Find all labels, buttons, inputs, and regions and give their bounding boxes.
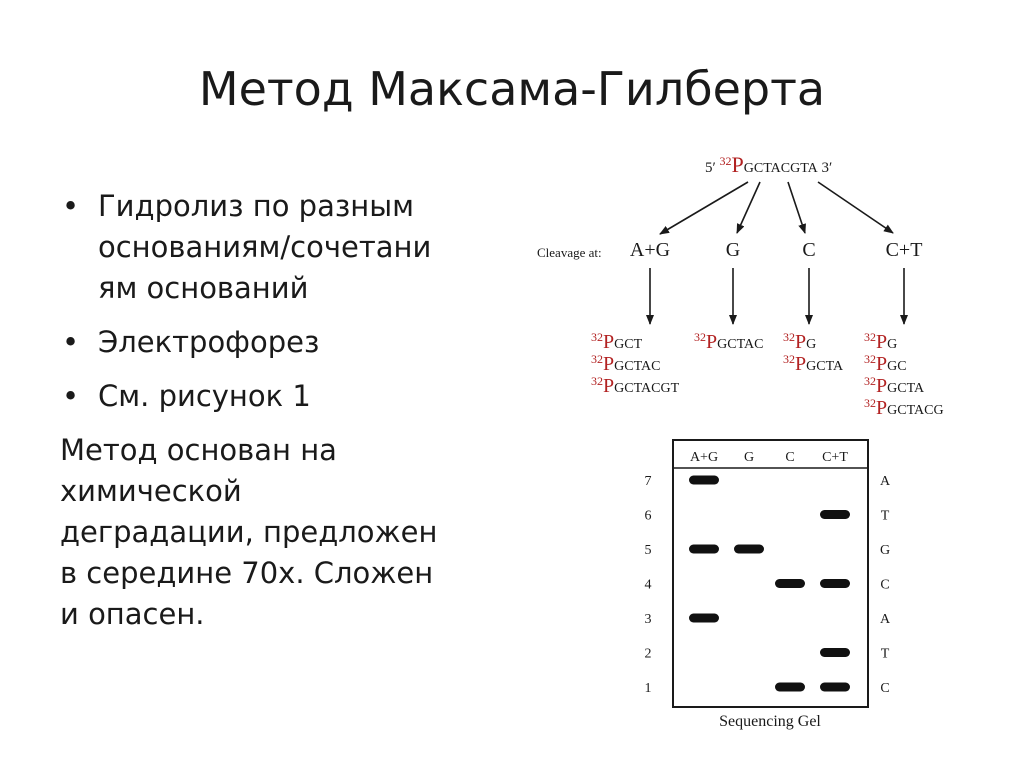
- reaction-label: A+G: [629, 239, 671, 261]
- isotope-superscript: 32: [591, 374, 603, 388]
- gel-row-number: 5: [644, 543, 652, 558]
- isotope-superscript: 32: [694, 330, 706, 344]
- fragment-sequence: GCTAC: [614, 359, 661, 374]
- five-prime-end: 5′: [705, 160, 720, 176]
- gel-row-number: 4: [644, 577, 652, 593]
- gel-base-label: G: [879, 543, 891, 558]
- fragment-sequence: GCTAC: [717, 337, 764, 352]
- source-strand: [705, 152, 832, 177]
- gel-band: [734, 545, 764, 554]
- fragment-sequence: G: [806, 337, 817, 352]
- phosphorus-label: P: [795, 331, 807, 353]
- description-line: и опасен.: [60, 597, 205, 631]
- fragment-sequence: GCTA: [806, 359, 844, 374]
- arrow: [737, 182, 760, 233]
- fragment-label: [864, 374, 925, 397]
- fragment-sequence: GCTACG: [887, 403, 944, 418]
- phosphorus-label: P: [876, 331, 888, 353]
- gel-band: [820, 648, 850, 657]
- isotope-superscript: 32: [591, 352, 603, 366]
- fragment-lists: [591, 330, 944, 419]
- isotope-superscript: 32: [719, 154, 732, 168]
- gel-base-label: T: [880, 646, 890, 662]
- phosphorus-label: P: [876, 375, 888, 397]
- slide-title: Метод Максама-Гилберта: [198, 62, 826, 116]
- arrow: [788, 182, 805, 233]
- gel-base-label: A: [879, 612, 891, 627]
- reaction-label: G: [725, 239, 741, 261]
- arrow: [818, 182, 893, 233]
- isotope-superscript: 32: [864, 374, 876, 388]
- isotope-superscript: 32: [864, 396, 876, 410]
- source-sequence: [705, 152, 832, 177]
- isotope-superscript: 32: [783, 330, 795, 344]
- gel-band: [689, 614, 719, 623]
- gel-lane-label: G: [743, 450, 755, 465]
- gel-lane-label: A+G: [689, 450, 719, 465]
- sequencing-gel: [645, 440, 891, 730]
- isotope-superscript: 32: [591, 330, 603, 344]
- fragment-label: [864, 330, 897, 353]
- phosphorus-label: P: [876, 353, 888, 375]
- description-line: Метод основан на: [60, 433, 337, 467]
- gel-band: [775, 579, 805, 588]
- fragment-label: [694, 330, 763, 353]
- cleavage-row: [537, 239, 922, 261]
- fragment-label: [783, 330, 816, 353]
- gel-band: [820, 579, 850, 588]
- bullet-line: Электрофорез: [98, 325, 320, 359]
- bullet-line: ям оснований: [98, 271, 309, 305]
- three-prime-end: 3′: [817, 160, 833, 176]
- description-line: химической: [60, 474, 242, 508]
- cleavage-label: Cleavage at:: [537, 245, 602, 260]
- isotope-superscript: 32: [864, 330, 876, 344]
- phosphorus-label: P: [795, 353, 807, 375]
- fragment-label: [591, 374, 680, 397]
- bullet-line: Гидролиз по разным: [98, 189, 415, 223]
- fragment-label: [864, 352, 907, 375]
- bullet-line: основаниям/сочетани: [98, 230, 432, 264]
- gel-lane-label: C: [785, 450, 795, 465]
- fragment-label: [783, 352, 844, 375]
- fragment-sequence: GC: [887, 359, 907, 374]
- gel-base-label: T: [880, 508, 890, 524]
- phosphorus-label: P: [731, 152, 744, 177]
- phosphorus-label: P: [603, 375, 615, 397]
- description-line: в середине 70х. Сложен: [60, 556, 434, 590]
- fragment-sequence: GCT: [614, 337, 643, 352]
- isotope-superscript: 32: [864, 352, 876, 366]
- fragment-sequence: GCTA: [887, 381, 925, 396]
- gel-band: [689, 545, 719, 554]
- fragment-sequence: GCTACGT: [614, 381, 680, 396]
- gel-band: [820, 683, 850, 692]
- reaction-label: C+T: [885, 239, 923, 261]
- gel-base-label: C: [880, 681, 890, 696]
- phosphorus-label: P: [603, 353, 615, 375]
- phosphorus-label: P: [603, 331, 615, 353]
- isotope-superscript: 32: [783, 352, 795, 366]
- phosphorus-label: P: [876, 397, 888, 419]
- description-line: деградации, предложен: [60, 515, 438, 549]
- gel-row-number: 1: [644, 681, 652, 696]
- gel-base-label: C: [880, 577, 890, 593]
- gel-row-number: 7: [644, 474, 652, 489]
- fragment-label: [864, 396, 944, 419]
- bullet-line: См. рисунок 1: [98, 379, 311, 413]
- gel-row-number: 3: [644, 612, 652, 627]
- gel-band: [689, 476, 719, 485]
- gel-row-number: 2: [644, 646, 652, 662]
- phosphorus-label: P: [706, 331, 718, 353]
- gel-band: [775, 683, 805, 692]
- reaction-arrows: [650, 182, 904, 324]
- fragment-label: [591, 330, 643, 353]
- fragment-label: [591, 352, 660, 375]
- gel-band: [820, 510, 850, 519]
- gel-caption: Sequencing Gel: [719, 713, 821, 730]
- fragment-sequence: G: [887, 337, 898, 352]
- gel-lane-label: C+T: [822, 450, 848, 465]
- gel-base-label: A: [879, 474, 891, 489]
- gel-row-number: 6: [644, 508, 652, 524]
- source-bases: GCTACGTA: [743, 161, 818, 176]
- reaction-label: C: [802, 239, 816, 261]
- arrow: [660, 182, 748, 234]
